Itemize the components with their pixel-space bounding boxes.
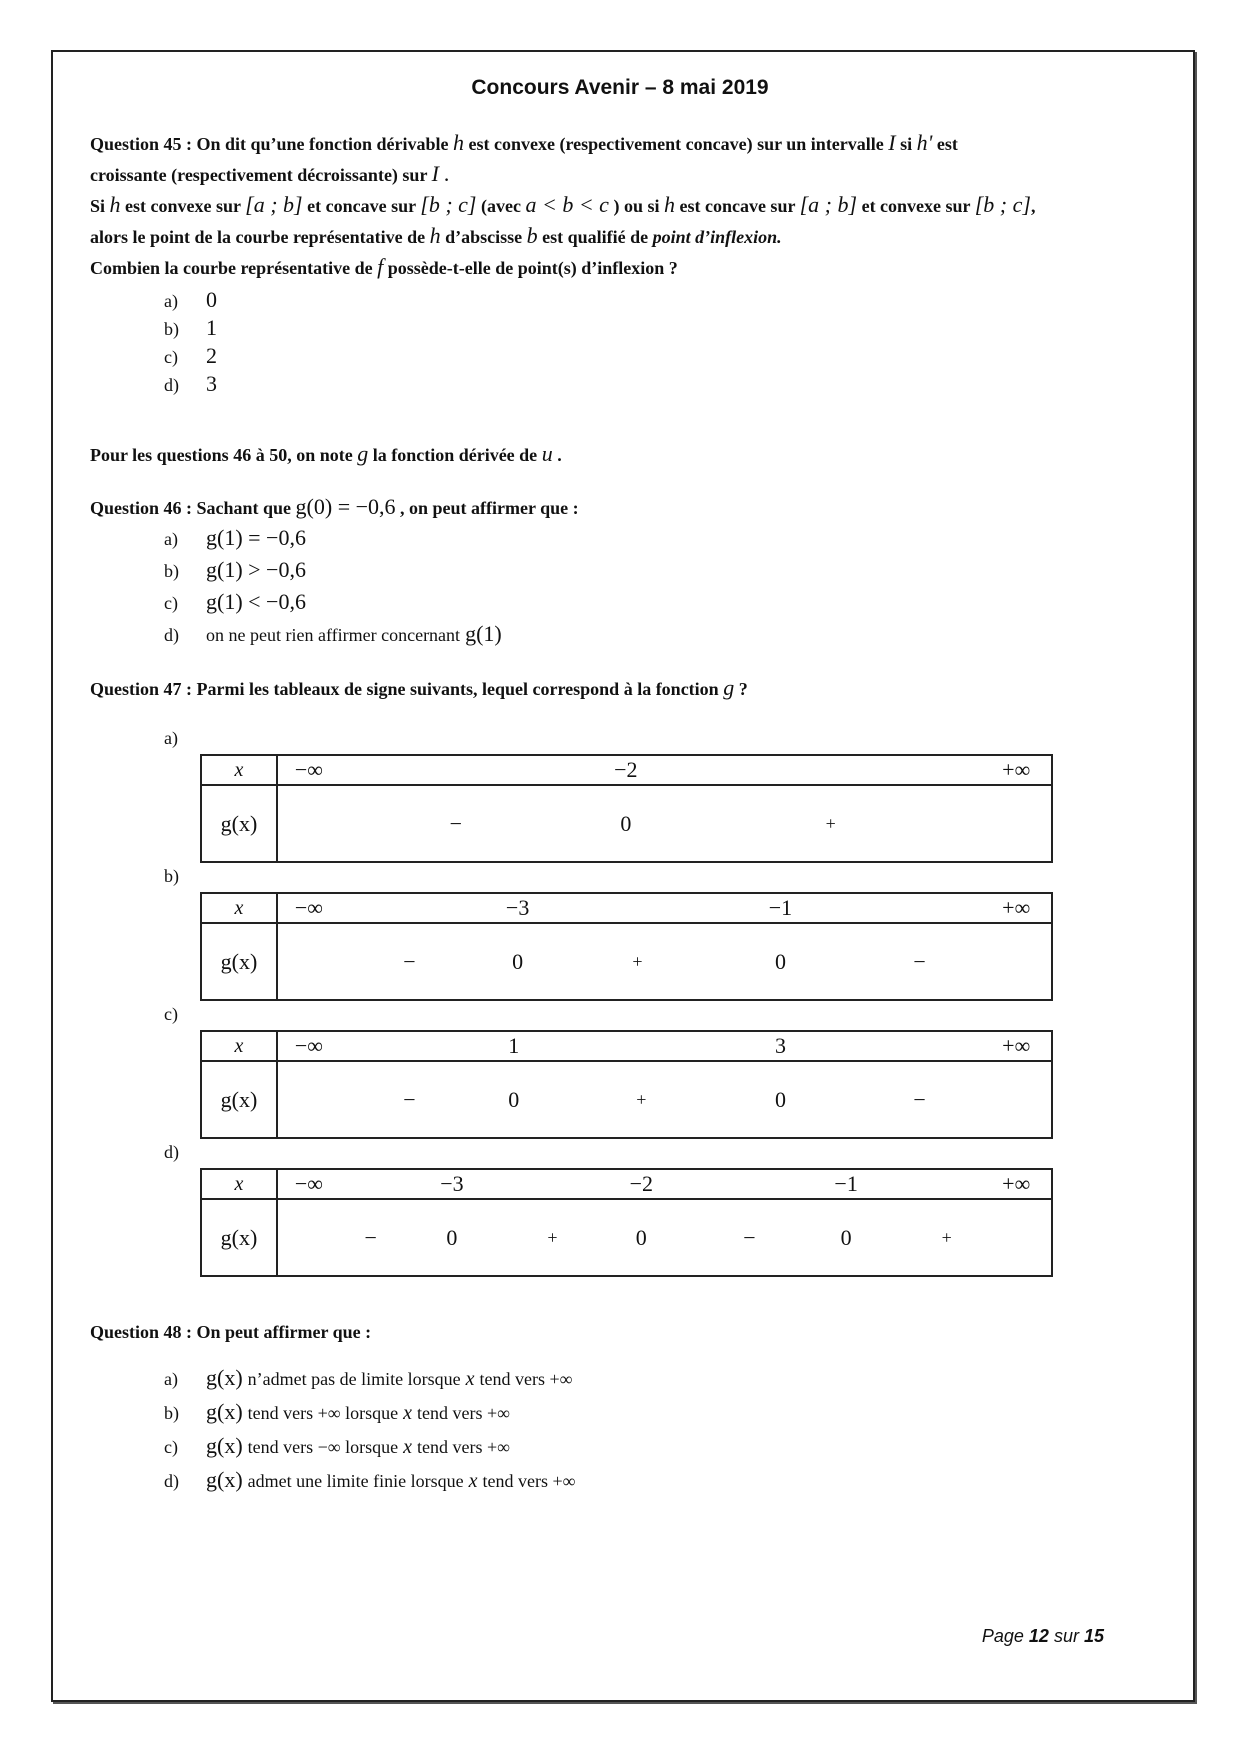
option-value: g(1) = −0,6 xyxy=(206,525,306,550)
option-letter: a) xyxy=(164,291,178,311)
page-header: Concours Avenir – 8 mai 2019 xyxy=(471,76,769,99)
option-value: g(1) > −0,6 xyxy=(206,557,306,582)
footer-page-total: 15 xyxy=(1083,1626,1104,1646)
math-g: g xyxy=(357,441,369,466)
math-g0: g(0) = −0,6 xyxy=(295,494,396,519)
sign-cell: − xyxy=(364,1224,377,1250)
option-text: tend vers +∞ xyxy=(417,1403,510,1423)
question-45: Question 45 : On dit qu’une fonction dérivable h est convexe (respectivement concave) sur un intervalle I si h' est croissante (respectivement décroissante) sur I . Si h est convexe sur [a ; b] et concave sur [b ; c] (avec a < b < c ) ou si h est concave sur [a ; b] et convexe sur [b ; c], alors le point de la courbe représentative de h d’abscisse b est qualifié de point d’inflexion. Combien la courbe représentative de f possède-t-elle de point(s) d’inflexion ? xyxy=(90,130,1036,279)
q45-text-5: est convexe sur xyxy=(125,196,241,216)
content xyxy=(90,128,1145,1501)
option-text: tend vers +∞ xyxy=(479,1369,573,1389)
option-text: admet une limite finie lorsque xyxy=(247,1471,464,1491)
sign-cell: − xyxy=(403,948,416,974)
option-letter: c) xyxy=(164,347,178,367)
sign-table-a[interactable] xyxy=(200,754,1053,863)
gx-header: g(x) xyxy=(201,1061,277,1138)
q45-text-1: Question 45 : On dit qu’une fonction dérivable xyxy=(90,134,449,154)
q45-text-9: et convexe sur xyxy=(861,196,971,216)
sign-cell: − xyxy=(743,1224,756,1250)
math-g-2: g xyxy=(723,675,735,700)
q45-point-inflexion: point d’inflexion. xyxy=(652,227,782,247)
q46-option-d[interactable] xyxy=(164,621,1145,653)
math-f: f xyxy=(377,254,384,279)
option-value: 2 xyxy=(206,343,217,368)
q47-text-1: Question 47 : Parmi les tableaux de signe suivants, lequel correspond à la fonction xyxy=(90,679,719,699)
option-letter: d) xyxy=(164,1471,179,1491)
q45-text-4: croissante (respectivement décroissante) sur xyxy=(90,165,428,185)
sign-cell: − xyxy=(403,1086,416,1112)
x-value: 1 xyxy=(508,1033,520,1058)
option-letter: d) xyxy=(164,625,179,645)
q45-option-d[interactable] xyxy=(164,371,1145,399)
option-letter: a) xyxy=(164,1369,178,1389)
x-value: 3 xyxy=(774,1033,786,1058)
gx-header: g(x) xyxy=(201,923,277,1000)
sign-cell: + xyxy=(636,1089,647,1109)
x-value: +∞ xyxy=(1002,1171,1031,1196)
math-h: h xyxy=(453,130,465,155)
q45-option-c[interactable] xyxy=(164,343,1145,371)
sign-cell: + xyxy=(547,1227,558,1247)
option-text: tend vers −∞ lorsque xyxy=(247,1437,399,1457)
x-value: −∞ xyxy=(294,1171,323,1196)
option-letter: c) xyxy=(164,593,178,613)
option-letter: c) xyxy=(164,1437,178,1457)
sign-cell: − xyxy=(913,948,926,974)
x-value: −∞ xyxy=(294,757,323,782)
math-inequality: a < b < c xyxy=(525,192,609,217)
q45-text-avec: (avec xyxy=(481,196,521,216)
math-interval-bc: [b ; c] xyxy=(420,192,477,217)
sign-cell: 0 xyxy=(512,948,524,974)
q46-option-c[interactable] xyxy=(164,589,1145,621)
sign-table-c[interactable] xyxy=(200,1030,1053,1139)
q45-text-7: ) ou si xyxy=(613,196,660,216)
table-c-letter[interactable]: c) xyxy=(164,1004,178,1024)
sign-table-d[interactable] xyxy=(200,1168,1053,1277)
q48-option-b[interactable] xyxy=(164,1399,1145,1433)
q45-text-si2: Si xyxy=(90,196,106,216)
option-text: on ne peut rien affirmer concernant xyxy=(206,625,461,645)
x-header: x xyxy=(201,1169,277,1199)
sign-cell: − xyxy=(913,1086,926,1112)
math-I-2: I . xyxy=(431,161,450,186)
math-h-2: h xyxy=(109,192,121,217)
q48-options xyxy=(164,1365,1145,1501)
x-value: +∞ xyxy=(1002,895,1031,920)
sign-cell: 0 xyxy=(774,1086,786,1112)
q46-options xyxy=(164,525,1145,653)
x-value: +∞ xyxy=(1002,757,1031,782)
sign-cell: 0 xyxy=(446,1224,458,1250)
math-gx: g(x) xyxy=(206,1399,243,1424)
x-value: −3 xyxy=(505,895,530,920)
math-interval-bc-2: [b ; c] xyxy=(974,192,1031,217)
x-value: −1 xyxy=(768,895,793,920)
page-footer xyxy=(982,1626,1104,1647)
q45-text-8: est concave sur xyxy=(679,196,796,216)
q45-text-12: est qualifié de xyxy=(542,227,649,247)
math-gx: g(x) xyxy=(206,1467,243,1492)
option-text: tend vers +∞ xyxy=(417,1437,510,1457)
q45-text-3: est xyxy=(936,134,958,154)
option-value: 3 xyxy=(206,371,217,396)
q46-text-1: Question 46 : Sachant que xyxy=(90,498,292,518)
q45-options xyxy=(164,287,1145,399)
math-h-3: h xyxy=(663,192,675,217)
sign-cell: + xyxy=(825,813,836,833)
question-47 xyxy=(90,673,1145,704)
q45-option-b[interactable] xyxy=(164,315,1145,343)
math-x: x xyxy=(403,1436,412,1458)
q48-option-d[interactable] xyxy=(164,1467,1145,1501)
intro-text-3: . xyxy=(557,445,562,465)
math-interval-ab: [a ; b] xyxy=(245,192,303,217)
q45-text-13: Combien la courbe représentative de xyxy=(90,258,373,278)
option-letter: a) xyxy=(164,529,178,549)
math-gx: g(x) xyxy=(206,1433,243,1458)
sign-cell: + xyxy=(632,951,643,971)
intro-text-1: Pour les questions 46 à 50, on note xyxy=(90,445,353,465)
sign-table-b[interactable] xyxy=(200,892,1053,1001)
sign-cell: 0 xyxy=(620,810,632,836)
math-x: x xyxy=(465,1368,475,1390)
math-interval-ab-2: [a ; b] xyxy=(799,192,858,217)
intro-46-50 xyxy=(90,439,1145,470)
option-letter: b) xyxy=(164,561,179,581)
option-letter: b) xyxy=(164,1403,179,1423)
q45-text-11: d’abscisse xyxy=(445,227,523,247)
option-letter: d) xyxy=(164,375,179,395)
math-x: x xyxy=(403,1402,412,1424)
math-hprime: h' xyxy=(916,130,933,155)
option-text: n’admet pas de limite lorsque xyxy=(247,1369,461,1389)
x-value: −2 xyxy=(629,1171,654,1196)
option-value: g(1) < −0,6 xyxy=(206,589,306,614)
sign-tables xyxy=(90,728,1145,1277)
x-header: x xyxy=(201,755,277,785)
gx-header: g(x) xyxy=(201,1199,277,1276)
sign-cell: + xyxy=(941,1227,952,1247)
x-value: −1 xyxy=(834,1171,858,1196)
sign-cell: 0 xyxy=(840,1224,852,1250)
q48-option-a[interactable] xyxy=(164,1365,1145,1399)
table-d-letter[interactable]: d) xyxy=(164,1142,179,1162)
option-letter: b) xyxy=(164,319,179,339)
math-I: I xyxy=(888,130,896,155)
math-x: x xyxy=(468,1470,478,1492)
q45-text-14: possède-t-elle de point(s) d’inflexion ? xyxy=(387,258,678,278)
q45-option-a[interactable] xyxy=(164,287,1145,315)
x-value: +∞ xyxy=(1002,1033,1031,1058)
gx-header: g(x) xyxy=(201,785,277,862)
x-value: −∞ xyxy=(294,895,323,920)
footer-page-label: Page xyxy=(981,1626,1024,1646)
question-46 xyxy=(90,492,1145,523)
intro-text-2: la fonction dérivée de xyxy=(372,445,538,465)
math-gx: g(x) xyxy=(206,1365,243,1390)
option-value: 1 xyxy=(206,315,217,340)
footer-page-number: 12 xyxy=(1028,1626,1049,1646)
footer-sur: sur xyxy=(1053,1626,1079,1646)
option-text: tend vers +∞ lorsque xyxy=(247,1403,399,1423)
sign-cell: − xyxy=(449,810,462,836)
sign-cell: 0 xyxy=(635,1224,647,1250)
q45-text-2: est convexe (respectivement concave) sur un intervalle xyxy=(468,134,884,154)
sign-cell: 0 xyxy=(508,1086,520,1112)
sign-cell: 0 xyxy=(774,948,786,974)
x-value: −3 xyxy=(440,1171,464,1196)
math-u: u xyxy=(541,441,553,466)
math-h-4: h xyxy=(429,223,441,248)
table-a-letter[interactable]: a) xyxy=(164,728,178,748)
q45-text-10: alors le point de la courbe représentative de xyxy=(90,227,426,247)
q48-option-c[interactable] xyxy=(164,1433,1145,1467)
q46-option-a[interactable] xyxy=(164,525,1145,557)
q46-text-2: , on peut affirmer que : xyxy=(400,498,579,518)
question-48: Question 48 : On peut affirmer que : xyxy=(90,1322,372,1342)
option-value: g(1) xyxy=(465,621,502,646)
q47-text-2: ? xyxy=(738,679,748,699)
x-value: −2 xyxy=(614,757,638,782)
option-text: tend vers +∞ xyxy=(482,1471,576,1491)
q46-option-b[interactable] xyxy=(164,557,1145,589)
table-b-letter[interactable]: b) xyxy=(164,866,179,886)
x-header: x xyxy=(201,1031,277,1061)
x-value: −∞ xyxy=(294,1033,323,1058)
q45-text-si: si xyxy=(900,134,913,154)
math-b: b xyxy=(526,223,538,248)
x-header: x xyxy=(201,893,277,923)
q45-text-6: et concave sur xyxy=(307,196,416,216)
option-value: 0 xyxy=(206,287,217,312)
